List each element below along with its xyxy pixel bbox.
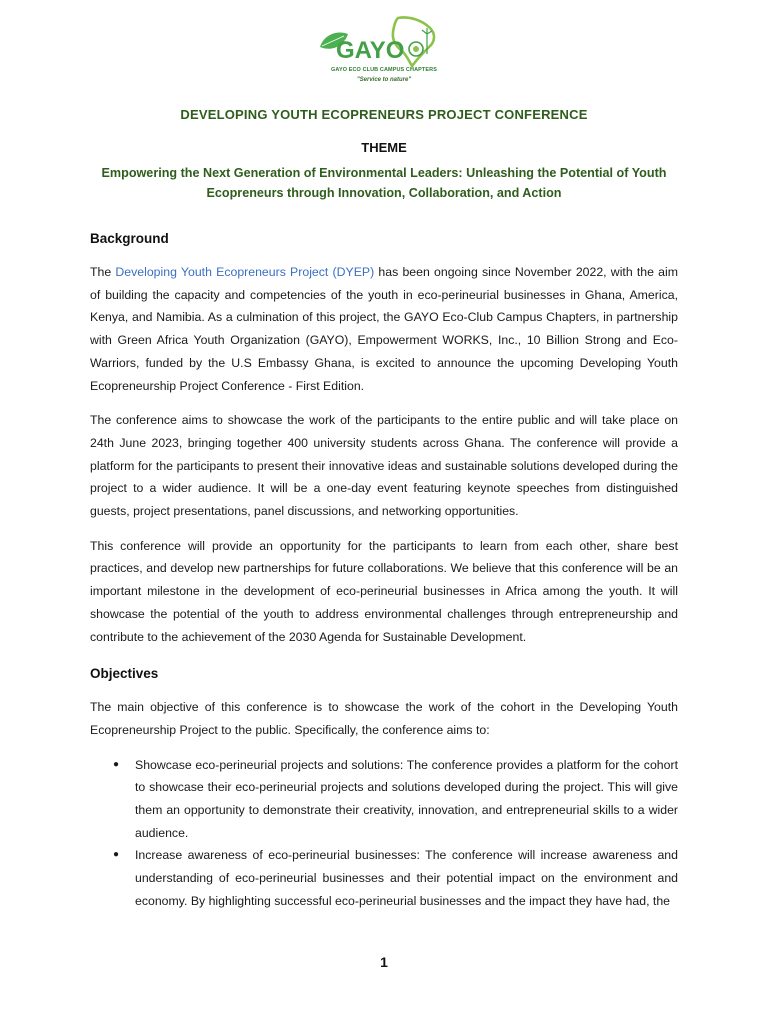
bullet-icon: ●: [113, 849, 120, 861]
list-item-text: Showcase eco-perineurial projects and solutions: The conference provides a platform for the cohort to showcase their eco-perineurial projects and solutions developed during the project. This will give them an opportunity to demonstrate their creativity, innovation, and entrepreneurial skills to a wider audience.: [135, 757, 678, 840]
list-item: [90, 754, 678, 845]
gayo-logo: [314, 14, 454, 90]
background-heading: Background: [90, 231, 169, 246]
bullet-icon: ●: [113, 758, 120, 770]
dyep-link[interactable]: Developing Youth Ecopreneurs Project (DYEP): [115, 265, 375, 279]
p1-suffix: has been ongoing since November 2022, with the aim of building the capacity and competencies of the youth in eco-perineurial businesses in Ghana, America, Kenya, and Namibia. As a culmination of this project, the GAYO Eco-Club Campus Chapters, in partnership with Green Africa Youth Organization (GAYO), Empowerment WORKS, Inc., 10 Billion Strong and Eco-Warriors, funded by the U.S Embassy Ghana, is excited to announce the upcoming Developing Youth Ecopreneurship Project Conference - First Edition.: [90, 265, 678, 393]
svg-text:GAYO: GAYO: [336, 37, 405, 64]
theme-text: Empowering the Next Generation of Environmental Leaders: Unleashing the Potential of Youth Ecopreneurs through Innovation, Collaboration, and Action: [101, 166, 667, 200]
gayo-logo-graphic: [314, 14, 454, 70]
p1-prefix: The: [90, 265, 116, 279]
background-paragraph-2: The conference aims to showcase the work of the participants to the entire public and will take place on 24th June 2023, bringing together 400 university students across Ghana. The conference will provide a platform for the participants to present their innovative ideas and sustainable solutions developed during the project to a wider audience. It will be a one-day event featuring keynote speeches from distinguished guests, project presentations, panel discussions, and networking opportunities.: [90, 413, 678, 519]
page-number: 1: [380, 954, 388, 970]
list-item-text: Increase awareness of eco-perineurial businesses: The conference will increase awareness and understanding of eco-perineurial businesses and their potential impact on the environment and economy. By highlighting successful eco-perineurial businesses and the impact they have had, the: [135, 848, 678, 908]
objectives-list: [90, 754, 678, 913]
document-title: DEVELOPING YOUTH ECOPRENEURS PROJECT CONFERENCE: [180, 107, 588, 122]
objectives-intro: The main objective of this conference is to showcase the work of the cohort in the Developing Youth Ecopreneurship Project to the public. Specifically, the conference aims to:: [90, 700, 678, 737]
document-body: [90, 229, 678, 913]
theme-label: THEME: [361, 140, 407, 155]
background-paragraph-1: [90, 261, 678, 397]
logo-tagline: "Service to nature": [356, 77, 412, 83]
objectives-heading: Objectives: [90, 666, 159, 682]
logo-subtitle: GAYO ECO CLUB CAMPUS CHAPTERS: [331, 67, 437, 73]
background-paragraph-3: This conference will provide an opportunity for the participants to learn from each other, share best practices, and develop new partnerships for future collaborations. We believe that this conference will be an important milestone in the development of eco-perineurial businesses in Africa among the youth. It will showcase the potential of the youth to address environmental challenges through entrepreneurship and contribute to the achievement of the 2030 Agenda for Sustainable Development.: [90, 538, 678, 644]
list-item: [90, 844, 678, 912]
gayo-wordmark: [336, 37, 404, 64]
